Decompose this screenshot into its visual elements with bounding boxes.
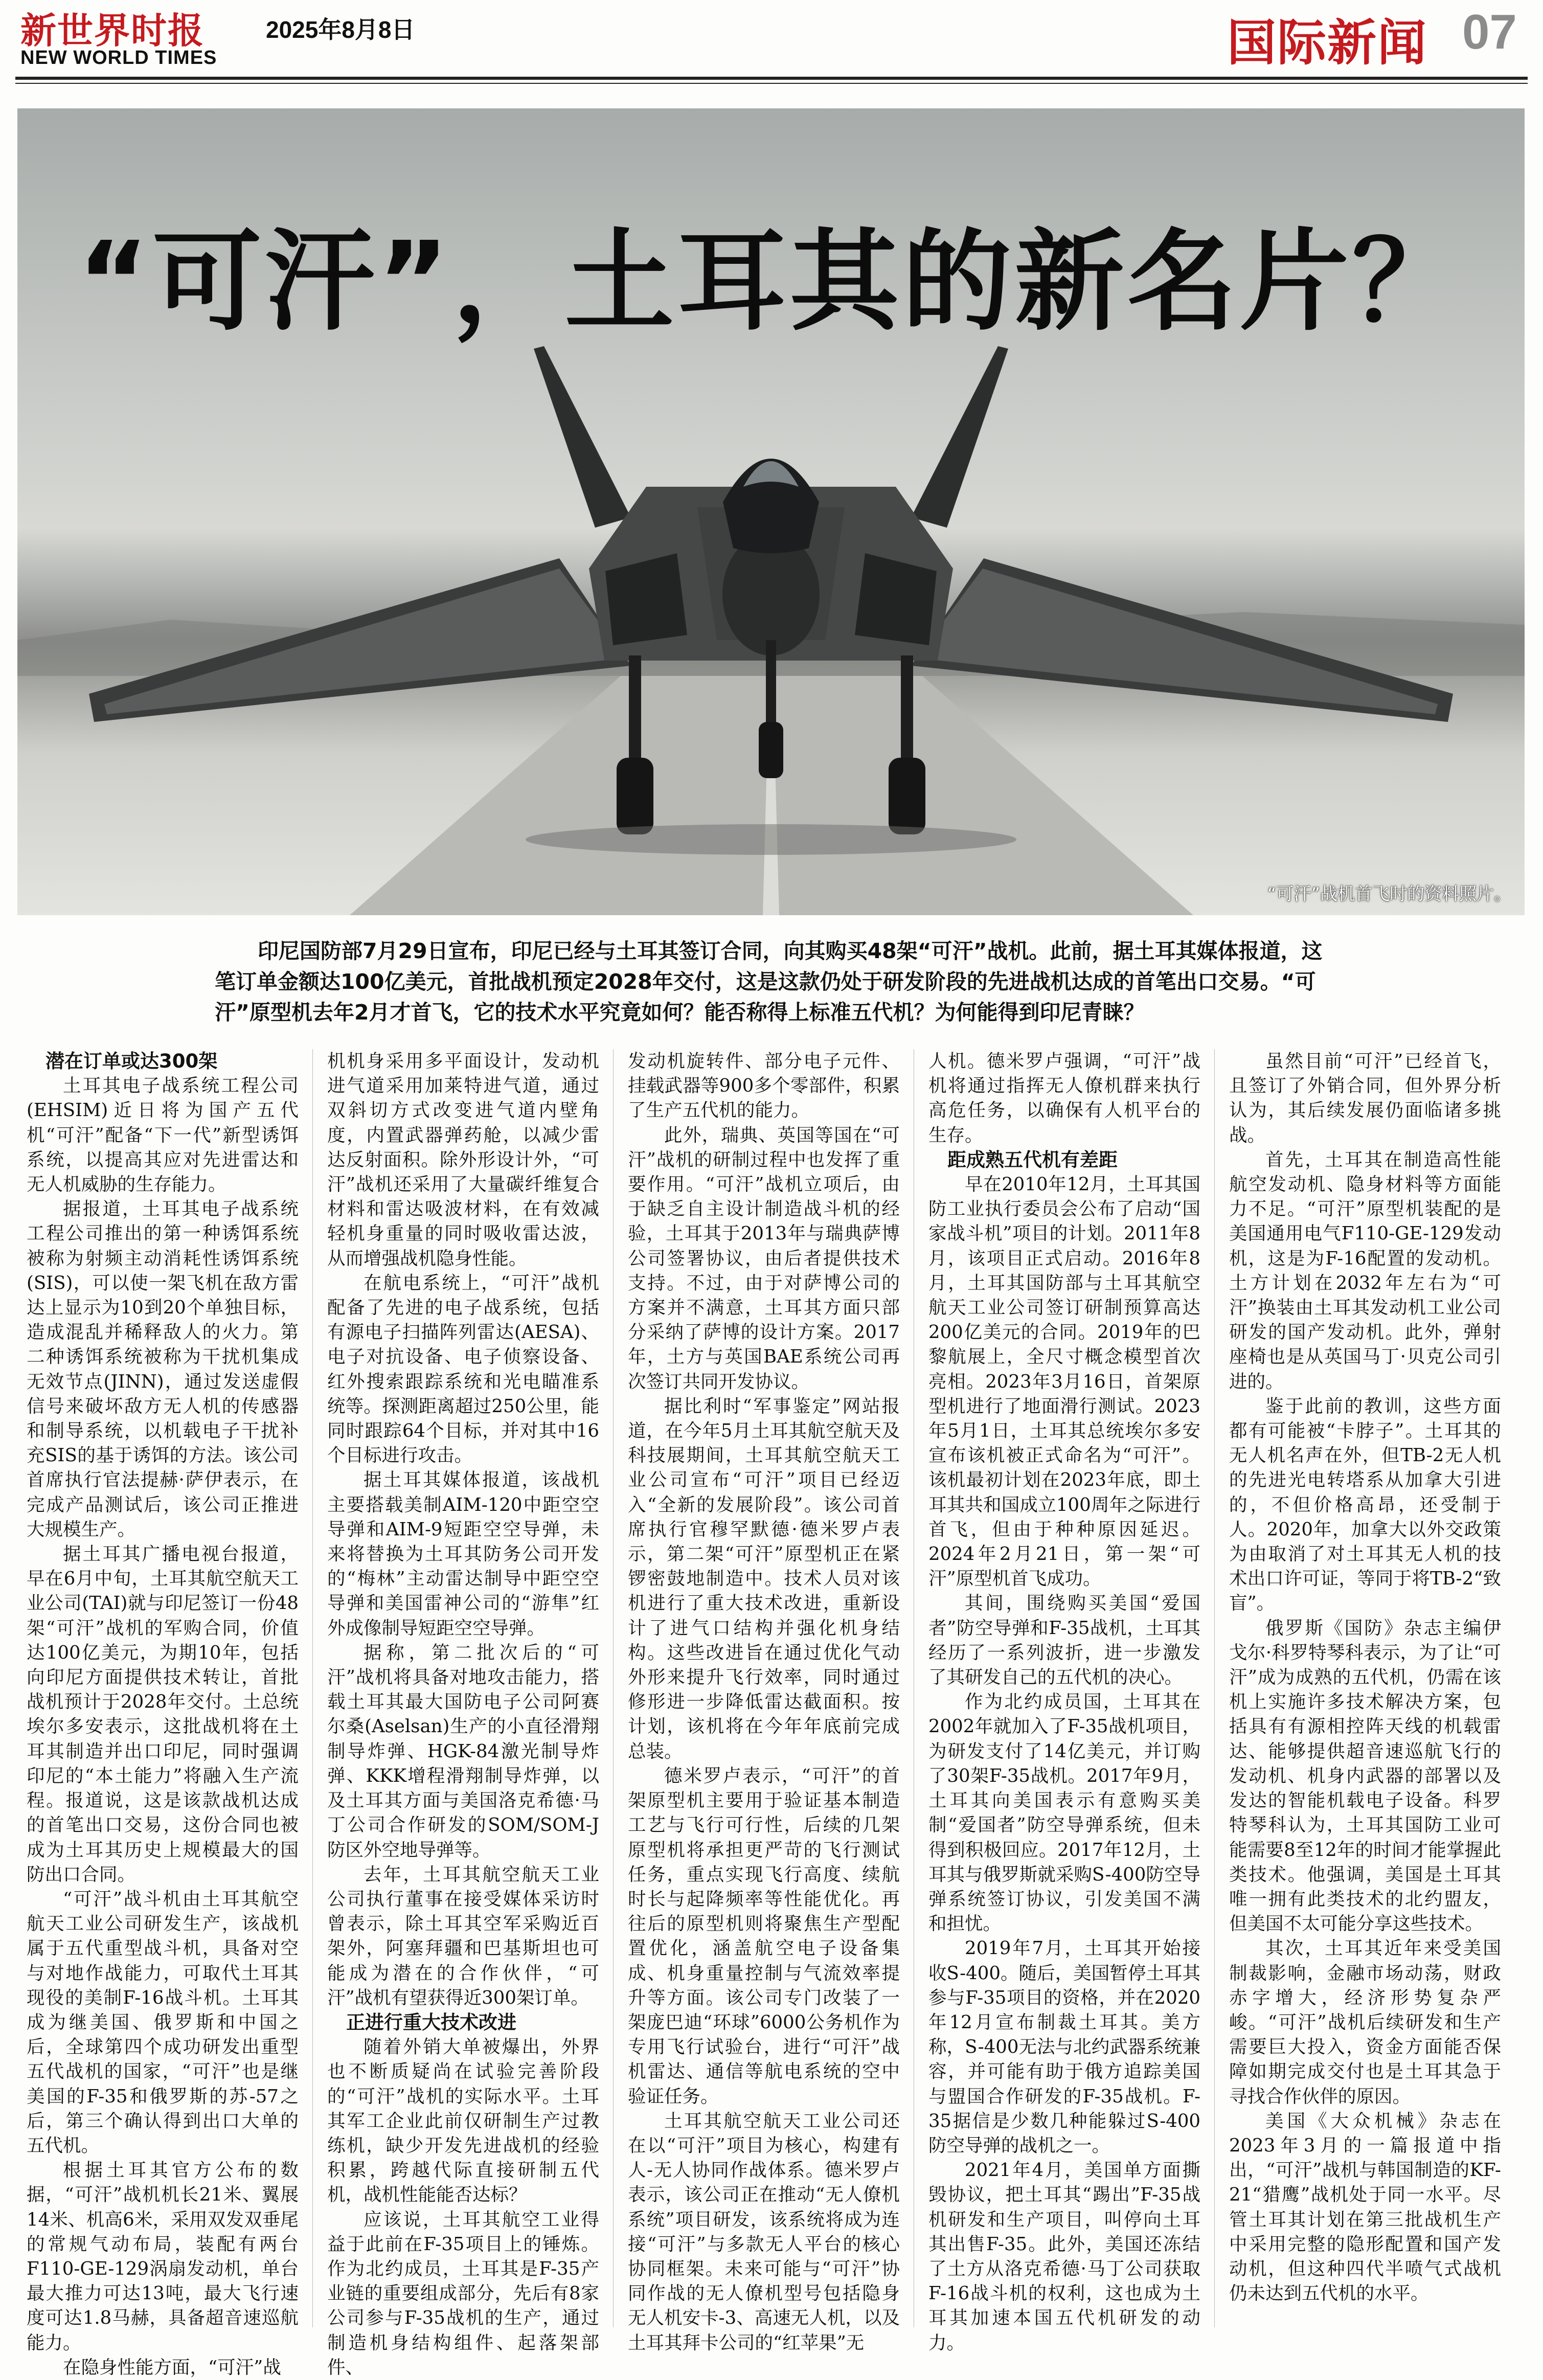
page-number: 07 [1462,5,1517,59]
headline: “可汗”，土耳其的新名片？ [77,218,1465,346]
article-paragraph: 据称，第二批次后的“可汗”战机将具备对地攻击能力，搭载土耳其最大国防电子公司阿赛尔桑(Aselsan)生产的小直径滑翔制导炸弹、HGK-84激光制导炸弹、KKK增程滑翔制导炸弹，以及土耳其方面与美国洛克希德·马丁公司合作研发的SOM/SOM-J防区外空地导弹等。 [327,1642,599,1861]
column-divider [613,1049,614,2327]
article-paragraph: 应该说，土耳其航空工业得益于此前在F-35项目上的锤炼。作为北约成员，土耳其是F-35产业链的重要组成部分，先后有8家公司参与F-35战机的生产，通过制造机身结构组件、起落架部件、 [327,2209,599,2378]
column-divider [312,1049,313,2327]
article-paragraph: 2021年4月，美国单方面撕毁协议，把土耳其“踢出”F-35战机研发和生产项目，叫停向土耳其出售F-35。此外，美国还冻结了土方从洛克希德·马丁公司获取F-16战斗机的权利，这也成为土耳其加速本国五代机研发的动力。 [928,2160,1200,2353]
article-paragraph: 首先，土耳其在制造高性能航空发动机、隐身材料等方面能力不足。“可汗”原型机装配的是美国通用电气F110-GE-129发动机，这是为F-16配置的发动机。土方计划在2032年左右为“可汗”换装由土耳其发动机工业公司研发的国产发动机。此外，弹射座椅也是从英国马丁·贝克公司引进的。 [1229,1149,1501,1392]
section-subheading: 正进行重大技术改进 [346,2011,516,2033]
article-paragraph: 据报道，土耳其电子战系统工程公司推出的第一种诱饵系统被称为射频主动消耗性诱饵系统(SIS)，可以使一架飞机在敌方雷达上显示为10到20个单独目标，造成混乱并稀释敌人的火力。第二种诱饵系统被称为干扰机集成无效节点(JINN)，通过发送虚假信号来破坏敌方无人机的传感器和制导系统，以机载电子干扰补充SIS的基于诱饵的方法。该公司首席执行官法提赫·萨伊表示，在完成产品测试后，该公司正推进大规模生产。 [27,1198,299,1540]
photo-caption: “可汗”战机首飞时的资料照片。 [1267,884,1511,904]
article-paragraph: 在隐身性能方面，“可汗”战 [63,2356,281,2378]
publication-date: 2025年8月8日 [266,16,415,43]
column-divider [1214,1049,1215,2327]
article-paragraph: 土耳其电子战系统工程公司(EHSIM)近日将为国产五代机“可汗”配备“下一代”新型诱饵系统，以提高其应对先进雷达和无人机威胁的生存能力。 [27,1075,299,1195]
article-paragraph: 据比利时“军事鉴定”网站报道，在今年5月土耳其航空航天及科技展期间，土耳其航空航天工业公司宣布“可汗”项目已经迈入“全新的发展阶段”。该公司首席执行官穆罕默德·德米罗卢表示，第二架“可汗”原型机正在紧锣密鼓地制造中。技术人员对该机进行了重大技术改进，重新设计了进气口结构并强化机身结构。这些改进旨在通过优化气动外形来提升飞行效率，同时通过修形进一步降低雷达截面积。按计划，该机将在今年年底前完成总装。 [628,1395,900,1762]
masthead-rule [15,77,1528,80]
article-paragraph: 作为北约成员国，土耳其在2002年就加入了F-35战机项目，为研发支付了14亿美元，并订购了30架F-35战机。2017年9月，土耳其向美国表示有意购买美制“爱国者”防空导弹系统，但未得到积极回应。2017年12月，土耳其与俄罗斯就采购S-400防空导弹系统签订协议，引发美国不满和担忧。 [928,1691,1200,1935]
article-column-4 [928,1049,1200,2353]
article-paragraph: 2019年7月，土耳其开始接收S-400。随后，美国暂停土耳其参与F-35项目的资格，并在2020年12月宣布制裁土耳其。美方称，S-400无法与北约武器系统兼容，并可能有助于俄方追踪美国与盟国合作研发的F-35战机。F-35据信是少数几种能躲过S-400防空导弹的战机之一。 [928,1938,1200,2156]
article-paragraph: 早在2010年12月，土耳其国防工业执行委员会公布了启动“国家战斗机”项目的计划。2011年8月，该项目正式启动。2016年8月，土耳其国防部与土耳其航空航天工业公司签订研制预算高达200亿美元的合同。2019年的巴黎航展上，全尺寸概念模型首次亮相。2023年3月16日，首架原型机进行了地面滑行测试。2023年5月1日，土耳其总统埃尔多安宣布该机被正式命名为“可汗”。该机最初计划在2023年底，即土耳其共和国成立100周年之际进行首飞，但由于种种原因延迟。2024年2月21日，第一架“可汗”原型机首飞成功。 [928,1174,1200,1590]
article-column-2 [327,1049,599,2378]
article-paragraph: 其间，围绕购买美国“爱国者”防空导弹和F-35战机，土耳其经历了一系列波折，进一步激发了其研发自己的五代机的决心。 [928,1593,1200,1688]
article-paragraph: 鉴于此前的教训，这些方面都有可能被“卡脖子”。土耳其的无人机名声在外，但TB-2无人机的先进光电转塔系从加拿大引进的，不但价格高昂，还受制于人。2020年，加拿大以外交政策为由取消了对土耳其无人机的技术出口许可证，等同于将TB-2“致盲”。 [1229,1395,1501,1614]
article-paragraph: 此外，瑞典、英国等国在“可汗”战机的研制过程中也发挥了重要作用。“可汗”战机立项后，由于缺乏自主设计制造战斗机的经验，土耳其于2013年与瑞典萨博公司签署协议，由后者提供技术支持。不过，由于对萨博公司的方案并不满意，土耳其方面只部分采纳了萨博的设计方案。2017年，土方与英国BAE系统公司再次签订共同开发协议。 [628,1124,900,1392]
article-column-5 [1229,1049,1501,2348]
article-paragraph: 德米罗卢表示，“可汗”的首架原型机主要用于验证基本制造工艺与飞行可行性，后续的几架原型机将承担更严苛的飞行测试任务，重点实现飞行高度、续航时长与起降频率等性能优化。再往后的原型机则将聚焦生产型配置优化，涵盖航空电子设备集成、机身重量控制与气流效率提升等方面。该公司专门改装了一架庞巴迪“环球”6000公务机作为专用飞行试验台，进行“可汗”战机雷达、通信等航电系统的空中验证任务。 [628,1765,900,2107]
article-column-1 [27,1049,299,2378]
article-paragraph: 机机身采用多平面设计，发动机进气道采用加莱特进气道，通过双斜切方式改变进气道内壁角度，内置武器弹药舱，以减少雷达反射面积。除外形设计外，“可汗”战机还采用了大量碳纤维复合材料和雷达吸波材料，在有效减轻机身重量的同时吸收雷达波，从而增强战机隐身性能。 [327,1051,599,1269]
article-paragraph: 俄罗斯《国防》杂志主编伊戈尔·科罗特琴科表示，为了让“可汗”成为成熟的五代机，仍需在该机上实施许多技术解决方案，包括具有有源相控阵天线的机载雷达、能够提供超音速巡航飞行的发动机、机身内武器的部署以及发达的智能机载电子设备。科罗特琴科认为，土耳其国防工业可能需要8至12年的时间才能掌握此类技术。他强调，美国是土耳其唯一拥有此类技术的北约盟友，但美国不太可能分享这些技术。 [1229,1617,1501,1935]
article-paragraph: 根据土耳其官方公布的数据，“可汗”战机机长21米、翼展14米、机高6米，采用双发双垂尾的常规气动布局，装配有两台F110-GE-129涡扇发动机，单台最大推力可达13吨，最大飞行速度可达1.8马赫，具备超音速巡航能力。 [27,2160,299,2353]
article-paragraph: 发动机旋转件、部分电子元件、挂载武器等900多个零部件，积累了生产五代机的能力。 [628,1051,900,1121]
article-paragraph: 据土耳其媒体报道，该战机主要搭载美制AIM-120中距空空导弹和AIM-9短距空空导弹，未来将替换为土耳其防务公司开发的“梅林”主动雷达制导中距空空导弹和美国雷神公司的“游隼”红外成像制导短距空空导弹。 [327,1469,599,1639]
article-paragraph: 虽然目前“可汗”已经首飞，且签订了外销合同，但外界分析认为，其后续发展仍面临诸多挑战。 [1229,1051,1501,1146]
masthead-rule-thin [15,83,1528,84]
article-column-3 [628,1049,900,2353]
section-name: 国际新闻 [1227,14,1427,72]
paper-name-en: NEW WORLD TIMES [20,47,217,69]
article-paragraph: 随着外销大单被爆出，外界也不断质疑尚在试验完善阶段的“可汗”战机的实际水平。土耳其军工企业此前仅研制生产过教练机，缺少开发先进战机的经验积累，跨越代际直接研制五代机，战机性能能否达标？ [327,2036,599,2206]
paper-name: 新世界时报 [20,9,205,52]
article-paragraph: 人机。德米罗卢强调，“可汗”战机将通过指挥无人僚机群来执行高危任务，以确保有人机平台的生存。 [928,1051,1200,1146]
article-paragraph: 去年，土耳其航空航天工业公司执行董事在接受媒体采访时曾表示，除土耳其空军采购近百架外，阿塞拜疆和巴基斯坦也可能成为潜在的合作伙伴，“可汗”战机有望获得近300架订单。 [327,1864,599,2008]
article-paragraph: 据土耳其广播电视台报道，早在6月中旬，土耳其航空航天工业公司(TAI)就与印尼签订一份48架“可汗”战机的军购合同，价值达100亿美元，为期10年，包括向印尼方面提供技术转让，首批战机预计于2028年交付。土总统埃尔多安表示，这批战机将在土耳其制造并出口印尼，同时强调印尼的“本土能力”将融入生产流程。报道说，这是该款战机达成的首笔出口交易，这份合同也被成为土耳其历史上规模最大的国防出口合同。 [27,1544,299,1885]
article-paragraph: “可汗”战斗机由土耳其航空航天工业公司研发生产，该战机属于五代重型战斗机，具备对空与对地作战能力，可取代土耳其现役的美制F-16战斗机。土耳其成为继美国、俄罗斯和中国之后，全球第四个成功研发出重型五代战机的国家，“可汗”也是继美国的F-35和俄罗斯的苏-57之后，第三个确认得到出口大单的五代机。 [27,1888,299,2156]
article-paragraph: 土耳其航空航天工业公司还在以“可汗”项目为核心，构建有人-无人协同作战体系。德米罗卢表示，该公司正在推动“无人僚机系统”项目研发，该系统将成为连接“可汗”与多款无人平台的核心协同框架。未来可能与“可汗”协同作战的无人僚机型号包括隐身无人机安卡-3、高速无人机，以及土耳其拜卡公司的“红苹果”无 [628,2110,900,2353]
article-paragraph: 其次，土耳其近年来受美国制裁影响，金融市场动荡，财政赤字增大，经济形势复杂严峻。“可汗”战机后续研发和生产需要巨大投入，资金方面能否保障如期完成交付也是土耳其急于寻找合作伙伴的原因。 [1229,1938,1501,2107]
article-paragraph: 美国《大众机械》杂志在2023年3月的一篇报道中指出，“可汗”战机与韩国制造的KF-21“猎鹰”战机处于同一水平。尽管土耳其计划在第三批战机生产中采用完整的隐形配置和国产发动机，但这种四代半喷气式战机仍未达到五代机的水平。 [1229,2110,1501,2304]
hero-photo [17,108,1525,915]
section-subheading: 潜在订单或达300架 [46,1050,218,1072]
masthead [0,0,1543,92]
section-subheading: 距成熟五代机有差距 [947,1148,1118,1171]
article-paragraph: 在航电系统上，“可汗”战机配备了先进的电子战系统，包括有源电子扫描阵列雷达(AESA)、电子对抗设备、电子侦察设备、红外搜索跟踪系统和光电瞄准系统等。探测距离超过250公里，能同时跟踪64个目标，并对其中16个目标进行攻击。 [327,1272,599,1466]
lead-paragraph: 印尼国防部7月29日宣布，印尼已经与土耳其签订合同，向其购买48架“可汗”战机。此前，据土耳其媒体报道，这笔订单金额达100亿美元，首批战机预定2028年交付，这是这款仍处于研发阶段的先进战机达成的首笔出口交易。“可汗”原型机去年2月才首飞，它的技术水平究竟如何？能否称得上标准五代机？为何能得到印尼青睐？ [215,939,1323,1025]
